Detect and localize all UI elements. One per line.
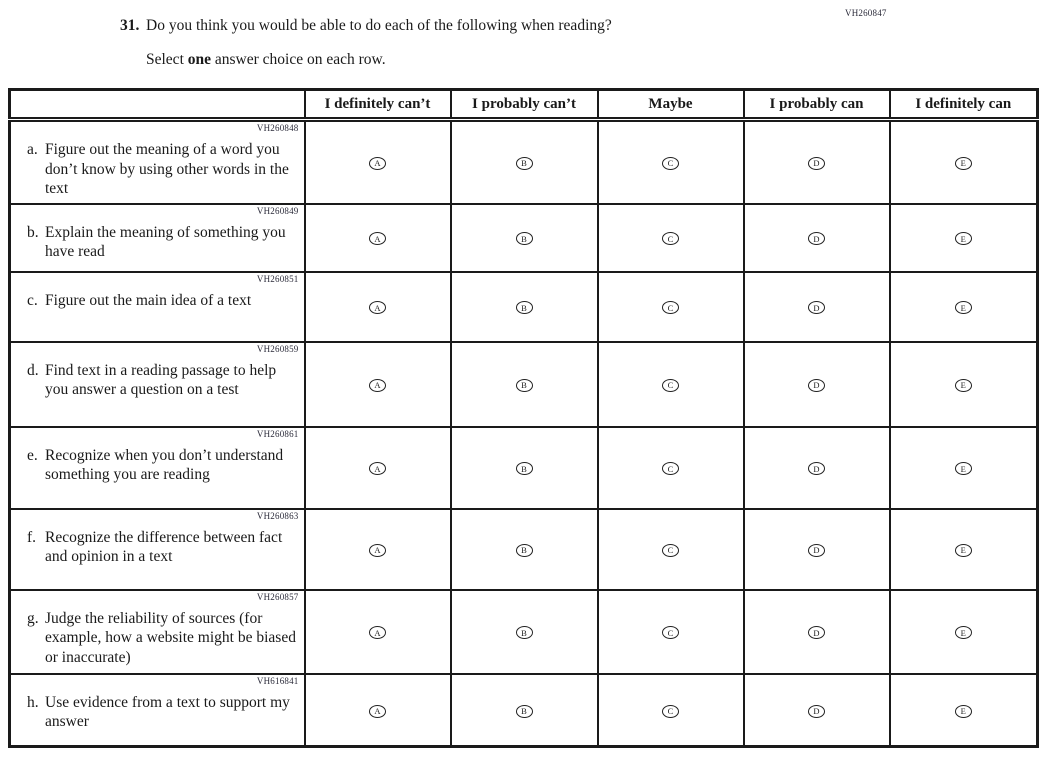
column-header-probably-cant: I probably can’t	[451, 90, 598, 120]
option-cell	[451, 674, 598, 747]
item-label: c.	[27, 291, 38, 309]
option-bubble-b[interactable]: B	[516, 301, 533, 314]
option-cell	[451, 427, 598, 509]
stem-header-cell	[10, 90, 305, 120]
item-label: b.	[27, 223, 39, 241]
option-bubble-a[interactable]: A	[369, 301, 386, 314]
instruction-prefix: Select	[146, 51, 188, 68]
option-cell	[451, 120, 598, 204]
option-cell	[305, 342, 451, 427]
option-cell	[744, 204, 890, 272]
item-text: Recognize when you don’t understand something you are reading	[45, 446, 284, 483]
option-bubble-b[interactable]: B	[516, 705, 533, 718]
header-row	[10, 90, 1038, 120]
option-cell	[305, 590, 451, 674]
question-block	[120, 16, 860, 70]
option-cell	[305, 509, 451, 590]
option-cell	[744, 674, 890, 747]
table-row-c	[10, 272, 1038, 342]
row-stem	[10, 427, 305, 509]
row-stem	[10, 590, 305, 674]
option-cell	[598, 272, 744, 342]
table-row-b	[10, 204, 1038, 272]
option-bubble-b[interactable]: B	[516, 379, 533, 392]
column-header-definitely-cant: I definitely can’t	[305, 90, 451, 120]
option-cell	[598, 509, 744, 590]
instruction-line	[120, 50, 860, 70]
option-bubble-a[interactable]: A	[369, 544, 386, 557]
instruction-suffix: answer choice on each row.	[211, 51, 386, 68]
option-cell	[305, 204, 451, 272]
answer-grid	[8, 88, 1039, 748]
option-bubble-d[interactable]: D	[808, 232, 825, 245]
option-bubble-e[interactable]: E	[955, 705, 972, 718]
option-bubble-b[interactable]: B	[516, 232, 533, 245]
option-cell	[598, 590, 744, 674]
table-row-a	[10, 120, 1038, 204]
option-cell	[598, 342, 744, 427]
option-cell	[890, 272, 1038, 342]
option-bubble-c[interactable]: C	[662, 462, 679, 475]
option-cell	[451, 204, 598, 272]
option-bubble-d[interactable]: D	[808, 379, 825, 392]
option-bubble-e[interactable]: E	[955, 379, 972, 392]
option-bubble-e[interactable]: E	[955, 232, 972, 245]
row-stem	[10, 120, 305, 204]
option-bubble-d[interactable]: D	[808, 626, 825, 639]
instruction-bold: one	[187, 51, 211, 68]
option-bubble-c[interactable]: C	[662, 232, 679, 245]
column-header-probably-can: I probably can	[744, 90, 890, 120]
option-cell	[890, 674, 1038, 747]
option-bubble-b[interactable]: B	[516, 157, 533, 170]
option-cell	[890, 590, 1038, 674]
item-label: e.	[27, 446, 38, 464]
item-code: VH260851	[256, 273, 299, 284]
option-cell	[451, 590, 598, 674]
item-code: VH260848	[256, 123, 299, 133]
option-bubble-d[interactable]: D	[808, 301, 825, 314]
option-bubble-d[interactable]: D	[808, 544, 825, 557]
option-bubble-d[interactable]: D	[808, 462, 825, 475]
option-bubble-e[interactable]: E	[955, 544, 972, 557]
option-cell	[744, 590, 890, 674]
option-bubble-b[interactable]: B	[516, 626, 533, 639]
option-bubble-c[interactable]: C	[662, 705, 679, 718]
item-code: VH260857	[256, 591, 299, 602]
option-bubble-c[interactable]: C	[662, 544, 679, 557]
option-cell	[598, 427, 744, 509]
item-text: Find text in a reading passage to help you answer a question on a test	[45, 361, 277, 398]
option-cell	[890, 204, 1038, 272]
row-stem	[10, 342, 305, 427]
option-cell	[598, 674, 744, 747]
item-code: VH260849	[256, 205, 299, 216]
row-stem	[10, 204, 305, 272]
option-cell	[305, 427, 451, 509]
option-bubble-c[interactable]: C	[662, 157, 679, 170]
item-text: Explain the meaning of something you have read	[45, 223, 286, 260]
item-text: Figure out the meaning of a word you don’t know by using other words in the text	[45, 141, 289, 197]
option-cell	[305, 120, 451, 204]
option-bubble-a[interactable]: A	[369, 232, 386, 245]
item-code: VH260863	[256, 510, 299, 521]
column-header-definitely-can: I definitely can	[890, 90, 1038, 120]
option-bubble-e[interactable]: E	[955, 626, 972, 639]
option-cell	[598, 204, 744, 272]
question-accession-code: VH260847	[845, 8, 887, 18]
option-cell	[451, 509, 598, 590]
row-stem	[10, 272, 305, 342]
item-text: Use evidence from a text to support my answer	[45, 693, 290, 730]
item-text: Figure out the main idea of a text	[45, 291, 252, 309]
item-code: VH260859	[256, 343, 299, 354]
option-cell	[890, 120, 1038, 204]
option-cell	[305, 272, 451, 342]
option-bubble-d[interactable]: D	[808, 157, 825, 170]
option-cell	[744, 120, 890, 204]
option-bubble-e[interactable]: E	[955, 157, 972, 170]
option-bubble-c[interactable]: C	[662, 301, 679, 314]
row-stem	[10, 509, 305, 590]
option-cell	[744, 427, 890, 509]
option-bubble-a[interactable]: A	[369, 462, 386, 475]
question-text: Do you think you would be able to do each of the following when reading?	[146, 17, 612, 34]
option-bubble-d[interactable]: D	[808, 705, 825, 718]
option-bubble-c[interactable]: C	[662, 379, 679, 392]
option-bubble-e[interactable]: E	[955, 462, 972, 475]
option-cell	[451, 272, 598, 342]
item-label: g.	[27, 609, 39, 627]
option-cell	[890, 342, 1038, 427]
option-cell	[890, 427, 1038, 509]
option-cell	[451, 342, 598, 427]
option-cell	[305, 674, 451, 747]
row-stem	[10, 674, 305, 747]
option-bubble-a[interactable]: A	[369, 626, 386, 639]
item-code: VH616841	[256, 675, 299, 686]
item-text: Recognize the difference between fact and opinion in a text	[45, 528, 283, 565]
option-cell	[890, 509, 1038, 590]
item-label: h.	[27, 693, 39, 711]
item-label: f.	[27, 528, 37, 546]
option-bubble-b[interactable]: B	[516, 462, 533, 475]
table-row-g	[10, 590, 1038, 674]
item-text: Judge the reliability of sources (for example, how a website might be biased or inaccurate)	[45, 609, 296, 666]
option-bubble-c[interactable]: C	[662, 626, 679, 639]
table-row-h	[10, 674, 1038, 747]
item-label: d.	[27, 361, 39, 379]
table-row-d	[10, 342, 1038, 427]
item-label: a.	[27, 141, 38, 158]
option-cell	[598, 120, 744, 204]
item-code: VH260861	[256, 428, 299, 439]
column-header-maybe: Maybe	[598, 90, 744, 120]
option-bubble-a[interactable]: A	[369, 157, 386, 170]
option-cell	[744, 342, 890, 427]
option-cell	[744, 509, 890, 590]
option-bubble-a[interactable]: A	[369, 379, 386, 392]
option-bubble-b[interactable]: B	[516, 544, 533, 557]
table-row-f	[10, 509, 1038, 590]
option-bubble-e[interactable]: E	[955, 301, 972, 314]
option-bubble-a[interactable]: A	[369, 705, 386, 718]
table-row-e	[10, 427, 1038, 509]
option-cell	[744, 272, 890, 342]
question-number: 31.	[120, 17, 140, 34]
